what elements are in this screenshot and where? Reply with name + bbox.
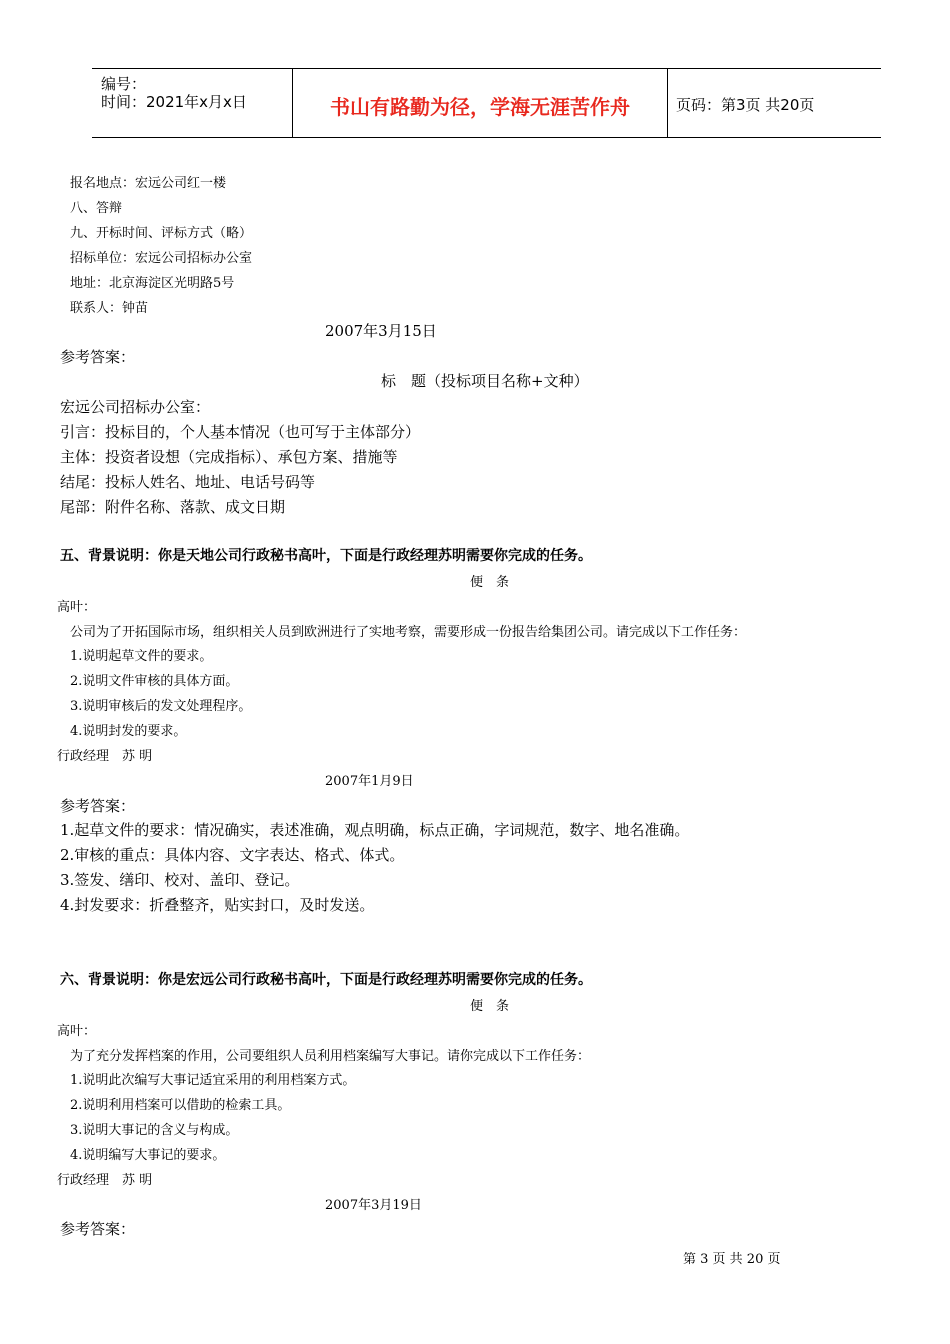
time-label: 时间：2021年x月x日 [101, 93, 247, 111]
task-item: 4.说明封发的要求。 [70, 724, 187, 739]
task-item: 3.说明审核后的发文处理程序。 [70, 699, 252, 714]
answer-line: 尾部：附件名称、落款、成文日期 [60, 498, 286, 516]
memo-signature: 行政经理 苏 明 [57, 749, 153, 764]
page-header [92, 68, 881, 138]
answer-line: 主体：投资者设想（完成指标）、承包方案、措施等 [60, 448, 398, 466]
number-label: 编号： [101, 75, 147, 93]
memo-intro: 为了充分发挥档案的作用，公司要组织人员利用档案编写大事记。请你完成以下工作任务： [70, 1049, 591, 1064]
task-item: 1.说明起草文件的要求。 [70, 649, 213, 664]
answer-label: 参考答案： [60, 797, 136, 815]
venue-line: 报名地点：宏远公司红一楼 [70, 176, 227, 191]
task-item: 3.说明大事记的含义与构成。 [70, 1123, 239, 1138]
answer-item: 2.审核的重点：具体内容、文字表达、格式、体式。 [60, 846, 405, 864]
answer-label: 参考答案： [60, 1220, 136, 1238]
answer-item: 3.签发、缮印、校对、盖印、登记。 [60, 871, 300, 889]
motto: 书山有路勤为径，学海无涯苦作舟 [330, 95, 630, 119]
answer-title: 标 题（投标项目名称+文种） [381, 372, 589, 390]
answer-item: 4.封发要求：折叠整齐，贴实封口，及时发送。 [60, 896, 375, 914]
answer-line: 宏远公司招标办公室： [60, 398, 211, 416]
item8-line: 八、答辩 [70, 201, 123, 216]
page-footer: 第 3 页 共 20 页 [683, 1252, 781, 1267]
task-item: 4.说明编写大事记的要求。 [70, 1148, 226, 1163]
answer-line: 引言：投标目的，个人基本情况（也可写于主体部分） [60, 423, 421, 441]
section6-heading: 六、背景说明：你是宏远公司行政秘书高叶，下面是行政经理苏明需要你完成的任务。 [60, 972, 592, 988]
memo-title: 便 条 [470, 999, 510, 1014]
page-label: 页码：第3页 共20页 [676, 96, 815, 114]
memo-date: 2007年1月9日 [325, 774, 414, 789]
memo-date: 2007年3月19日 [325, 1198, 422, 1213]
memo-intro: 公司为了开拓国际市场，组织相关人员到欧洲进行了实地考察，需要形成一份报告给集团公司。请完成以下工作任务： [70, 625, 747, 640]
memo-signature: 行政经理 苏 明 [57, 1173, 153, 1188]
memo-salutation: 高叶： [57, 600, 97, 615]
unit-line: 招标单位：宏远公司招标办公室 [70, 251, 253, 266]
memo-salutation: 高叶： [57, 1024, 97, 1039]
header-left-cell [92, 69, 292, 137]
header-motto-cell [292, 69, 668, 137]
date-line: 2007年3月15日 [325, 322, 437, 340]
answer-label: 参考答案： [60, 348, 136, 366]
task-item: 2.说明文件审核的具体方面。 [70, 674, 239, 689]
section5-heading: 五、背景说明：你是天地公司行政秘书高叶，下面是行政经理苏明需要你完成的任务。 [60, 548, 592, 564]
memo-title: 便 条 [470, 575, 510, 590]
contact-line: 联系人：钟苗 [70, 301, 149, 316]
task-item: 1.说明此次编写大事记适宜采用的利用档案方式。 [70, 1073, 356, 1088]
address-line: 地址：北京海淀区光明路5号 [70, 276, 235, 291]
item9-line: 九、开标时间、评标方式（略） [70, 226, 253, 241]
answer-line: 结尾：投标人姓名、地址、电话号码等 [60, 473, 316, 491]
answer-item: 1.起草文件的要求：情况确实，表述准确，观点明确，标点正确，字词规范，数字、地名准确。 [60, 821, 690, 839]
task-item: 2.说明利用档案可以借助的检索工具。 [70, 1098, 291, 1113]
header-right-cell [667, 69, 881, 137]
